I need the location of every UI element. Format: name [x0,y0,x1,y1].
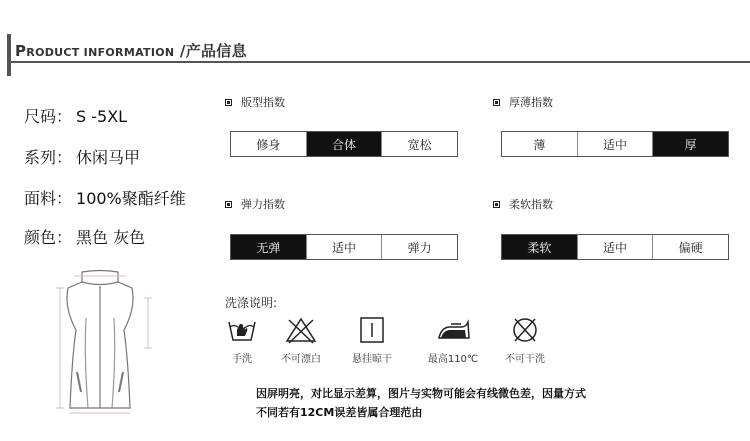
care-label: 手洗 [232,354,252,365]
softness-option-medium: 适中 [578,235,654,259]
iron-icon [435,316,471,344]
elasticity-index-label: 弹力指数 [241,198,285,211]
elasticity-option-none: 无弹 [231,235,307,259]
spec-size [24,104,127,127]
hand-wash-icon [226,316,258,344]
thickness-option-thin: 薄 [502,132,578,156]
elasticity-index-scale [230,234,458,260]
bullet-icon [225,99,232,106]
fit-option-slim: 修身 [231,132,307,156]
care-iron [423,316,483,365]
no-dry-clean-icon [509,316,541,344]
bullet-icon [225,201,232,208]
spec-label: 系列： [24,148,73,167]
spec-value: 100%聚酯纤维 [76,189,186,208]
care-no-dry-clean [495,316,555,365]
elasticity-option-stretch: 弹力 [407,240,432,255]
care-no-bleach [271,316,331,365]
fit-option-regular: 合体 [307,132,383,156]
spec-label: 颜色： [24,228,73,247]
care-label: 不可干洗 [505,354,545,365]
bullet-icon [493,201,500,208]
softness-index-title [493,196,553,212]
bullet-icon [493,99,500,106]
title-initial: P [15,42,27,60]
care-label: 不可漂白 [281,354,321,365]
softness-index-scale [501,234,729,260]
elasticity-index-title [225,196,285,212]
note-line-1: 因屏明亮，对比显示差算，图片与实物可能会有线微色差，因量方式 [256,387,586,400]
thickness-index-title [493,94,553,110]
thickness-index-scale [501,131,729,157]
softness-index-label: 柔软指数 [509,198,553,211]
header-divider [11,61,750,63]
spec-value: 休闲马甲 [76,148,141,167]
spec-fabric [24,186,186,209]
fit-index-scale [230,131,458,157]
fit-option-loose: 宽松 [407,137,432,152]
header-accent-bar [7,34,11,76]
spec-value: S -5XL [76,107,128,126]
spec-label: 面料： [24,189,73,208]
washing-title: 洗涤说明: [225,296,278,310]
fit-index-label: 版型指数 [241,96,285,109]
thickness-index-label: 厚薄指数 [509,96,553,109]
hang-dry-icon [356,316,388,344]
spec-value: 黑色 灰色 [76,228,146,247]
no-bleach-icon [285,316,317,344]
softness-option-hard: 偏硬 [678,240,703,255]
care-label: 最高110℃ [427,354,479,365]
spec-series [24,145,140,168]
thickness-option-medium: 适中 [578,132,654,156]
elasticity-option-medium: 适中 [307,235,383,259]
title-english: RODUCT INFORMATION [26,46,175,59]
fit-index-title [225,94,285,110]
softness-option-soft: 柔软 [502,235,578,259]
care-hand-wash [212,316,272,365]
vest-diagram [30,268,170,418]
note-line-2: 不同若有12CM误差皆属合理范由 [256,406,423,419]
page-title [15,40,247,61]
care-hang-dry [342,316,402,365]
title-chinese: /产品信息 [174,42,247,60]
thickness-option-thick: 厚 [653,132,728,156]
care-label: 悬挂晾干 [352,354,392,365]
spec-label: 尺码： [24,107,73,126]
spec-color [24,225,145,248]
